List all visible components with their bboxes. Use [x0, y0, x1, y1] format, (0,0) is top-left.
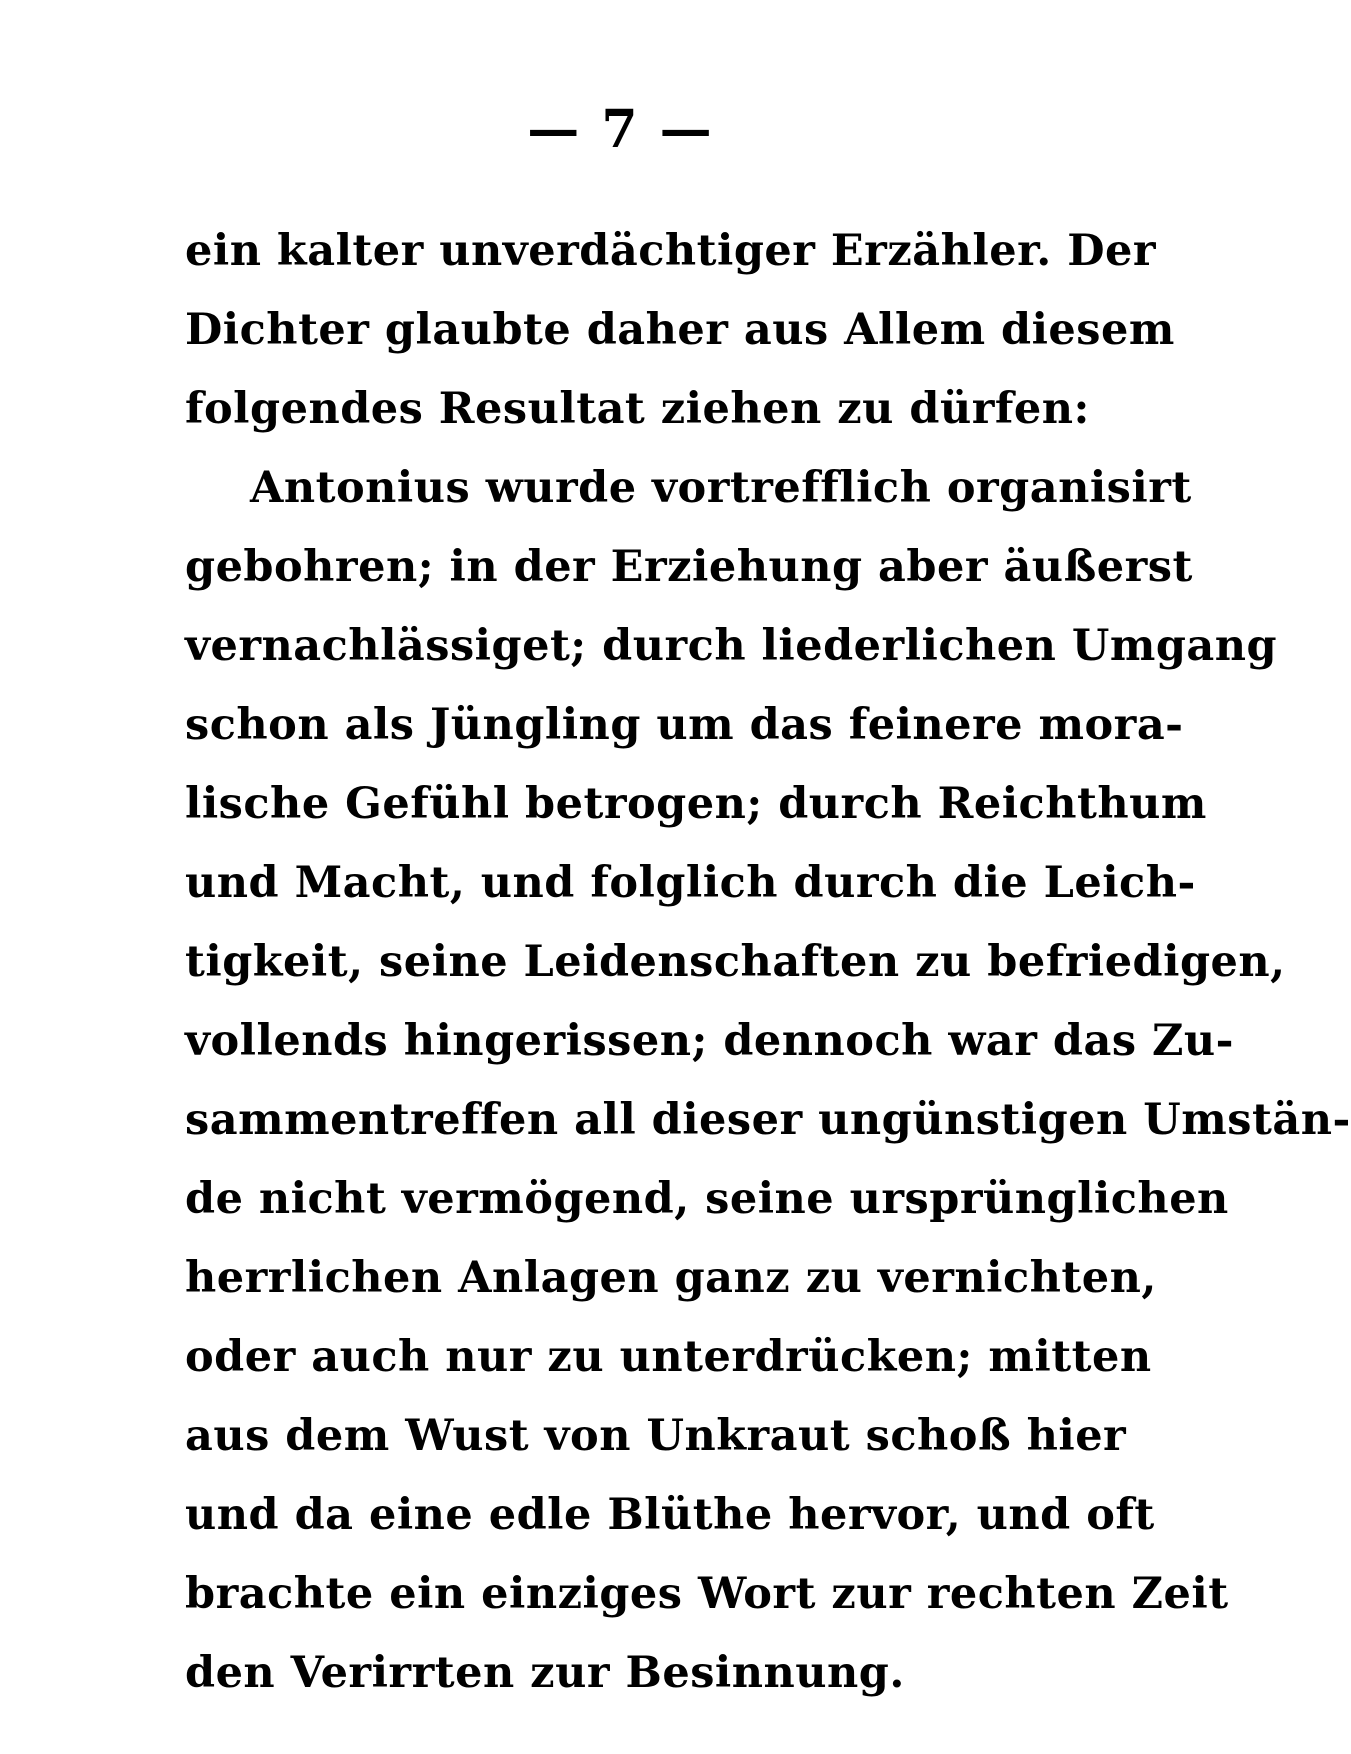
text-line: und da eine edle Blüthe hervor, und oft: [185, 1490, 1155, 1540]
text-line: folgendes Resultat ziehen zu dürfen:: [185, 384, 1090, 434]
body-text: [185, 212, 1351, 1713]
text-line: vollends hingerissen; dennoch war das Zu-: [185, 1016, 1235, 1066]
paragraph-start-line: Antonius wurde vortrefflich organisirt: [250, 463, 1192, 513]
text-line: gebohren; in der Erziehung aber äußerst: [185, 542, 1193, 592]
text-line: lische Gefühl betrogen; durch Reichthum: [185, 779, 1207, 829]
text-line: den Verirrten zur Besinnung.: [185, 1648, 905, 1698]
text-line: sammentreffen all dieser ungünstigen Umstän-: [185, 1095, 1351, 1145]
text-line: aus dem Wust von Unkraut schoß hier: [185, 1411, 1127, 1461]
text-line: ein kalter unverdächtiger Erzähler. Der: [185, 226, 1157, 276]
text-line: tigkeit, seine Leidenschaften zu befriedigen,: [185, 937, 1286, 987]
text-line: brachte ein einziges Wort zur rechten Zeit: [185, 1569, 1229, 1619]
text-line: oder auch nur zu unterdrücken; mitten: [185, 1332, 1152, 1382]
text-line: schon als Jüngling um das feinere mora-: [185, 700, 1184, 750]
text-line: de nicht vermögend, seine ursprünglichen: [185, 1174, 1229, 1224]
text-line: Dichter glaubte daher aus Allem diesem: [185, 305, 1175, 355]
text-line: und Macht, und folglich durch die Leich-: [185, 858, 1196, 908]
text-line: vernachlässiget; durch liederlichen Umgang: [185, 621, 1278, 671]
page-number-header: — 7 —: [527, 99, 714, 160]
text-line: herrlichen Anlagen ganz zu vernichten,: [185, 1253, 1157, 1303]
